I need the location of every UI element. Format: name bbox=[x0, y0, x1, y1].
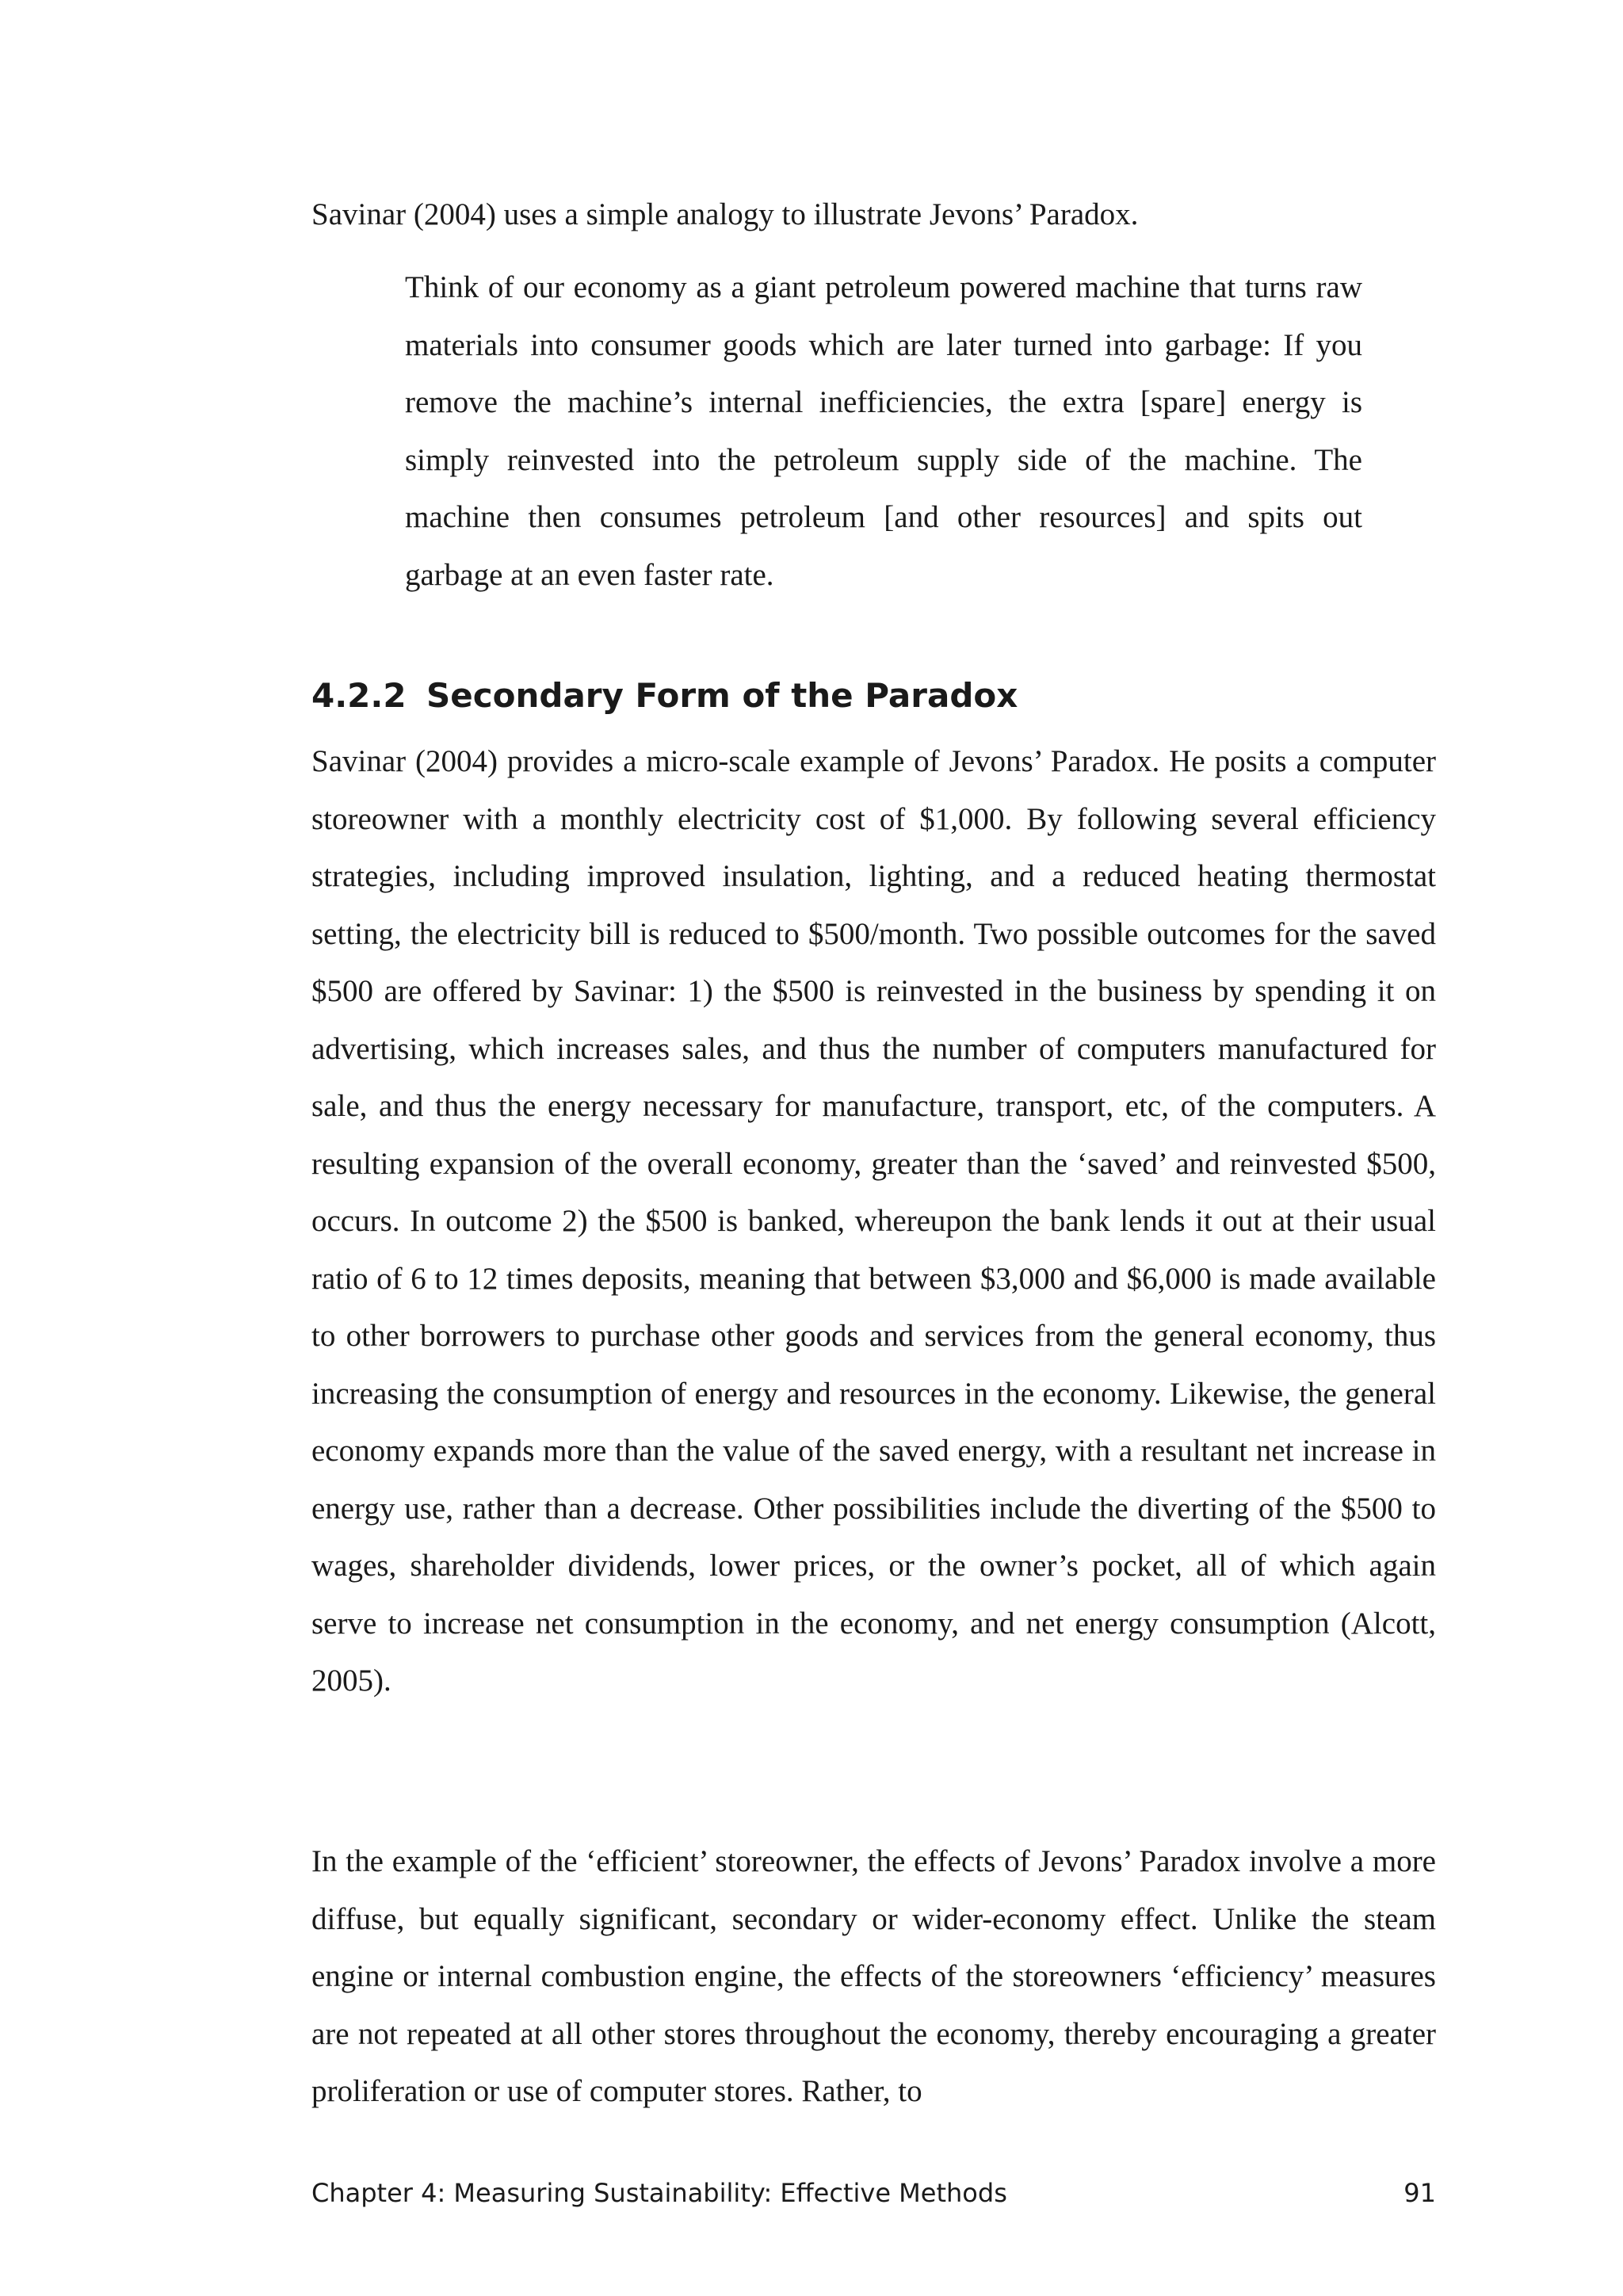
body-paragraph: In the example of the ‘efficient’ storeowner, the effects of Jevons’ Paradox involve a more diffuse, but equally significant, secondary or wider-economy effect. Unlike the steam engine or internal combustion engine, the effects of the storeowners ‘efficiency’ measures are not repeated at all other stores throughout the economy, thereby encouraging a greater proliferation or use of computer stores. Rather, to bbox=[311, 1844, 1436, 2108]
body-paragraph: Savinar (2004) provides a micro-scale example of Jevons’ Paradox. He posits a computer storeowner with a monthly electricity cost of $1,000. By following several efficiency strategies, including improved insulation, lighting, and a reduced heating thermostat setting, the electricity bill is reduced to $500/month. Two possible outcomes for the saved $500 are offered by Savinar: 1) the $500 is reinvested in the business by spending it on advertising, which increases sales, and thus the number of computers manufactured for sale, and thus the energy necessary for manufacture, transport, etc, of the computers. A resulting expansion of the overall economy, greater than the ‘saved’ and reinvested $500, occurs. In outcome 2) the $500 is banked, whereupon the bank lends it out at their usual ratio of 6 to 12 times deposits, meaning that between $3,000 and $6,000 is made available to other borrowers to purchase other goods and services from the general economy, thus increasing the consumption of energy and resources in the economy. Likewise, the general economy expands more than the value of the saved energy, with a resultant net increase in energy use, rather than a decrease. Other possibilities include the diverting of the $500 to wages, shareholder dividends, lower prices, or the owner’s pocket, all of which again serve to increase net consumption in the economy, and net energy consumption (Alcott, 2005). bbox=[311, 744, 1436, 1698]
block-quote: Think of our economy as a giant petroleum powered machine that turns raw materials into consumer goods which are later turned into garbage: If you remove the machine’s internal inefficiencies, the extra [spare] energy is simply reinvested into the petroleum supply side of the machine. The machine then consumes petroleum [and other resources] and spits out garbage at an even faster rate. bbox=[405, 270, 1362, 592]
intro-sentence: Savinar (2004) uses a simple analogy to illustrate Jevons’ Paradox. bbox=[311, 197, 1139, 231]
page-number: 91 bbox=[1403, 2178, 1436, 2208]
section-title: Secondary Form of the Paradox bbox=[426, 676, 1018, 715]
footer-chapter-title: Chapter 4: Measuring Sustainability: Effective Methods bbox=[311, 2178, 1007, 2208]
section-number: 4.2.2 bbox=[311, 676, 407, 715]
section-heading bbox=[311, 672, 1018, 720]
